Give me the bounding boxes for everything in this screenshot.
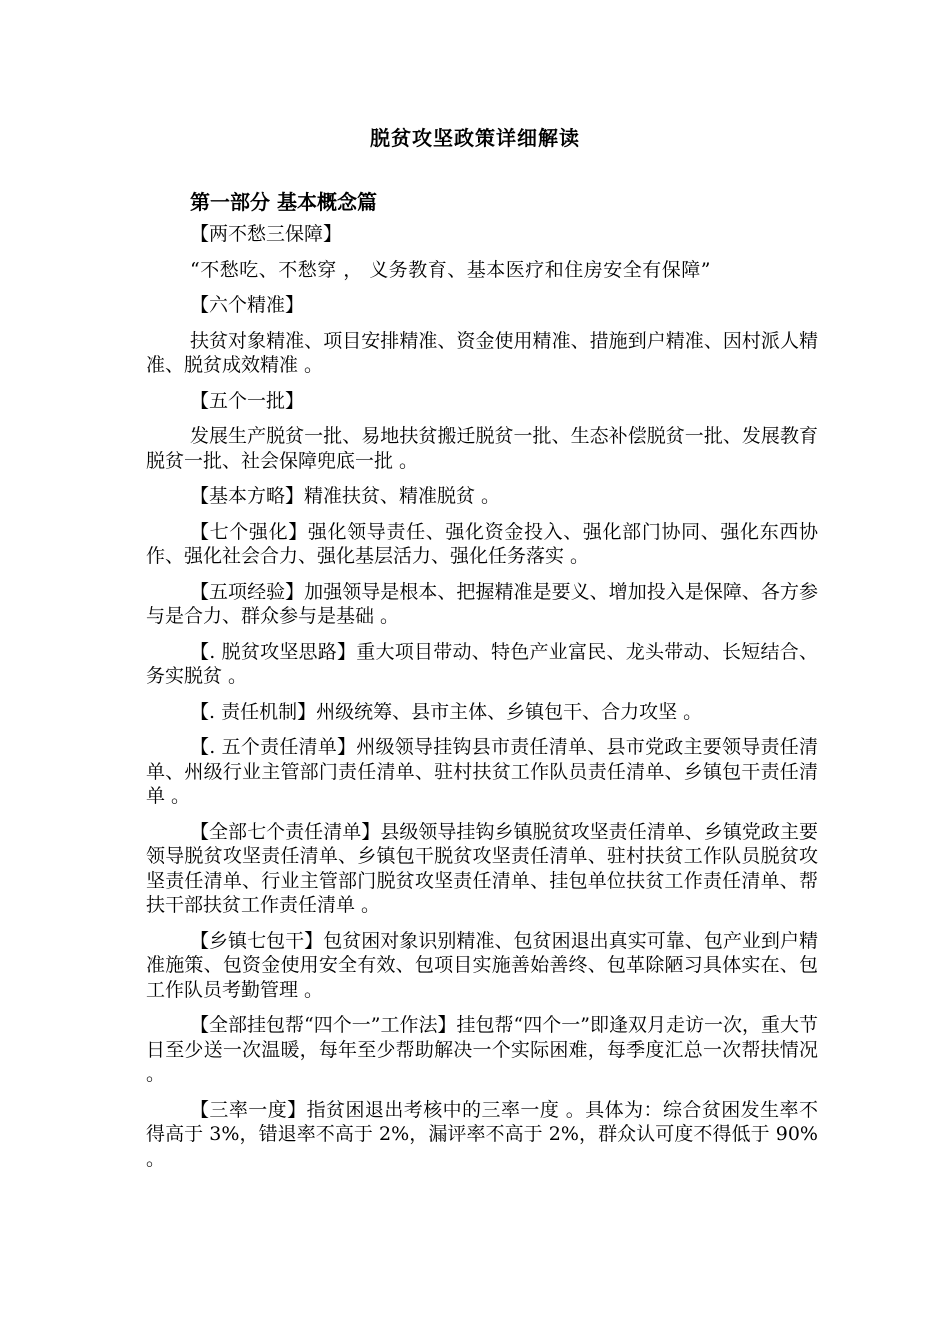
heading-two-no-worries: 【两不愁三保障】 xyxy=(190,223,343,245)
paragraph-basic-strategy: 【基本方略】精准扶贫、精准脱贫 。 xyxy=(190,485,501,507)
paragraph-six-precisions: 扶贫对象精准、项目安排精准、资金使用精准、措施到户精准、因村派人精准、脱贫成效精准 。 xyxy=(146,329,818,376)
heading-five-batches: 【五个一批】 xyxy=(190,389,305,412)
paragraph-four-ones-method: 【全部挂包帮“四个一”工作法】挂包帮“四个一”即逢双月走访一次，重大节日至少送一次温暖，每年至少帮助解决一个实际困难，每季度汇总一次帮扶情况 。 xyxy=(146,1014,818,1085)
section-heading: 第一部分 基本概念篇 xyxy=(190,190,377,214)
document-body xyxy=(146,222,818,1182)
paragraph-seven-responsibility-lists: 【全部七个责任清单】县级领导挂钩乡镇脱贫攻坚责任清单、乡镇党政主要领导脱贫攻坚责任清单、乡镇包干脱贫攻坚责任清单、驻村扶贫工作队员脱贫攻坚责任清单、行业主管部门脱贫攻坚责任清单、挂包单位扶贫工作责任清单、帮扶干部扶贫工作责任清单 。 xyxy=(146,820,818,916)
paragraph-five-responsibility-lists: 【. 五个责任清单】州级领导挂钩县市责任清单、县市党政主要领导责任清单、州级行业主管部门责任清单、驻村扶贫工作队员责任清单、乡镇包干责任清单 。 xyxy=(146,736,818,807)
paragraph-responsibility-mechanism: 【. 责任机制】州级统筹、县市主体、乡镇包干、合力攻坚 。 xyxy=(190,700,703,723)
paragraph-five-batches: 发展生产脱贫一批、易地扶贫搬迁脱贫一批、生态补偿脱贫一批、发展教育脱贫一批、社会保障兜底一批 。 xyxy=(146,425,818,472)
paragraph-poverty-approach: 【. 脱贫攻坚思路】重大项目带动、特色产业富民、龙头带动、长短结合、务实脱贫 。 xyxy=(146,640,818,687)
paragraph-three-rates-one-degree: 【三率一度】指贫困退出考核中的三率一度 。具体为：综合贫困发生率不得高于 3%，错退率不高于 2%，漏评率不高于 2%，群众认可度不得低于 90% 。 xyxy=(146,1098,818,1170)
document-title: 脱贫攻坚政策详细解读 xyxy=(370,126,580,150)
paragraph-five-experiences: 【五项经验】加强领导是根本、把握精准是要义、增加投入是保障、各方参与是合力、群众参与是基础 。 xyxy=(146,580,818,627)
heading-six-precisions: 【六个精准】 xyxy=(190,294,305,316)
paragraph-two-no-worries: “不愁吃、不愁穿 ， 义务教育、基本医疗和住房安全有保障” xyxy=(190,258,712,281)
paragraph-township-seven-contracts: 【乡镇七包干】包贫困对象识别精准、包贫困退出真实可靠、包产业到户精准施策、包资金使用安全有效、包项目实施善始善终、包革除陋习具体实在、包工作队员考勤管理 。 xyxy=(146,929,818,1001)
paragraph-seven-strengthenings: 【七个强化】强化领导责任、强化资金投入、强化部门协同、强化东西协作、强化社会合力、强化基层活力、强化任务落实 。 xyxy=(146,520,818,567)
